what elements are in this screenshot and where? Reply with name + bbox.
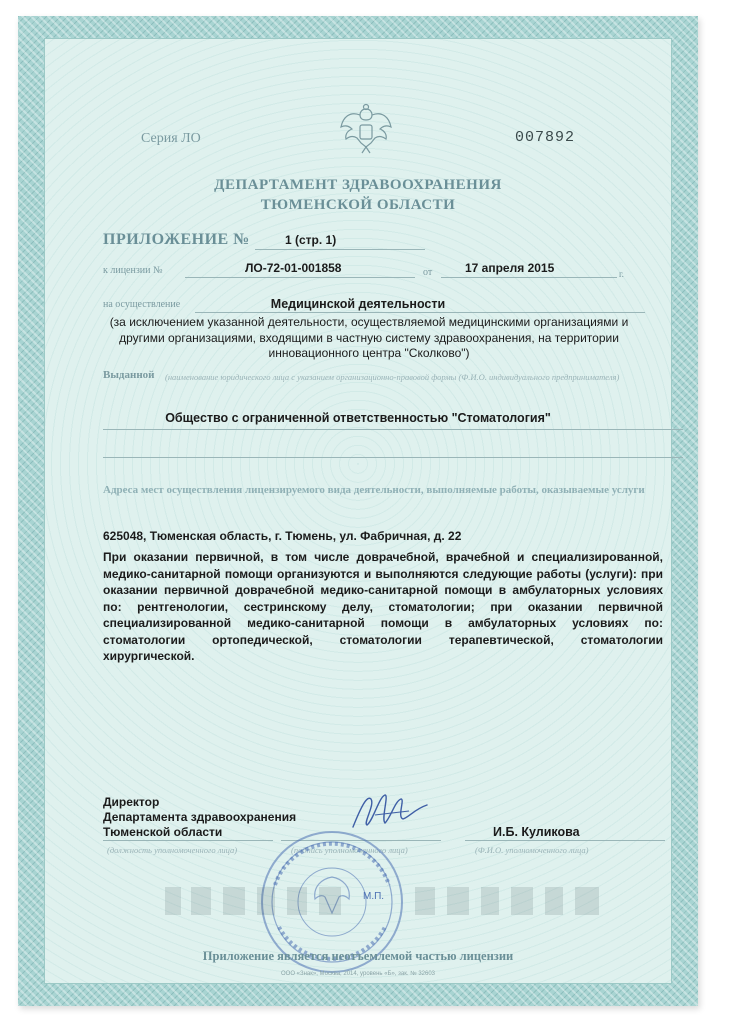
- license-label: к лицензии №: [103, 265, 163, 276]
- printer-info: ООО «Знак», Москва, 2014, уровень «Б», зак. № 32603: [280, 971, 436, 977]
- license-field: [44, 38, 672, 984]
- issued-label: Выданной: [103, 369, 155, 381]
- footer-note: Приложение является неотъемлемой частью лицензии: [202, 949, 514, 963]
- fio-hint: (Ф.И.О. уполномоченного лица): [475, 845, 589, 855]
- addresses-label: Адреса мест осуществления лицензируемого вида деятельности, выполняемые работы, оказываемые услуги: [103, 484, 645, 496]
- license-from-label: от: [423, 267, 433, 278]
- signatory-title-line3: Тюменской области: [103, 825, 223, 839]
- bleed-through-watermark: [165, 881, 605, 921]
- department-title-line1: ДЕПАРТАМЕНТ ЗДРАВООХРАНЕНИЯ: [214, 177, 502, 193]
- activity-exception: (за исключением указанной деятельности, осуществляемой медицинскими организациями и другими организациями, входящими в частную систему здравоохранения, на территории инновационного центра "Сколково"): [109, 315, 629, 360]
- issued-organization: Общество с ограниченной ответственностью "Стоматология": [165, 411, 551, 425]
- position-hint: (должность уполномоченного лица): [107, 845, 238, 855]
- position-underline: [103, 840, 273, 841]
- department-title-line2: ТЮМЕНСКОЙ ОБЛАСТИ: [260, 197, 456, 213]
- signature-hint: (подпись уполномоченного лица): [291, 845, 408, 855]
- russian-coat-of-arms-icon: [335, 99, 397, 161]
- activity-title: Медицинской деятельности: [270, 297, 446, 311]
- issued-hint: (наименование юридического лица с указанием организационно-правовой формы (Ф.И.О. индивидуального предпринимателя): [165, 372, 620, 382]
- series-label: Серия ЛО: [141, 131, 201, 146]
- signatory-title-line1: Директор: [103, 795, 160, 809]
- address-line: 625048, Тюменская область, г. Тюмень, ул. Фабричная, д. 22: [103, 529, 462, 543]
- license-year-suffix: г.: [619, 269, 624, 279]
- stamp-place-label: М.П.: [363, 891, 385, 902]
- issued-underline-1: [103, 429, 683, 430]
- activity-label: на осуществление: [103, 299, 181, 310]
- license-date-underline: [441, 277, 617, 278]
- appendix-underline: [255, 249, 425, 250]
- name-underline: [465, 840, 665, 841]
- appendix-label: ПРИЛОЖЕНИЕ №: [103, 231, 250, 248]
- license-number: ЛО-72-01-001858: [245, 261, 342, 275]
- signatory-name: И.Б. Куликова: [493, 825, 580, 839]
- signatory-title-line2: Департамента здравоохранения: [103, 810, 297, 824]
- license-sheet: [18, 16, 698, 1006]
- serial-number: 007892: [515, 129, 576, 146]
- services-text: При оказании первичной, в том числе доврачебной, врачебной и специализированной, медико-санитарной помощи организуются и выполняются следующие работы (услуги): при оказании первичной доврачебной медико-санитарной помощи в амбулаторных условиях по: рентгенологии, сестринскому делу, стоматологии; при оказании первичной специализированной медико-санитарной помощи в амбулаторных условиях по: стоматологии ортопедической, стоматологии терапевтической, стоматологии хирургической.: [103, 550, 663, 663]
- license-date: 17 апреля 2015: [465, 261, 555, 275]
- issued-underline-2: [103, 457, 683, 458]
- license-number-underline: [185, 277, 415, 278]
- appendix-number: 1 (стр. 1): [285, 233, 337, 247]
- activity-underline: [195, 312, 645, 313]
